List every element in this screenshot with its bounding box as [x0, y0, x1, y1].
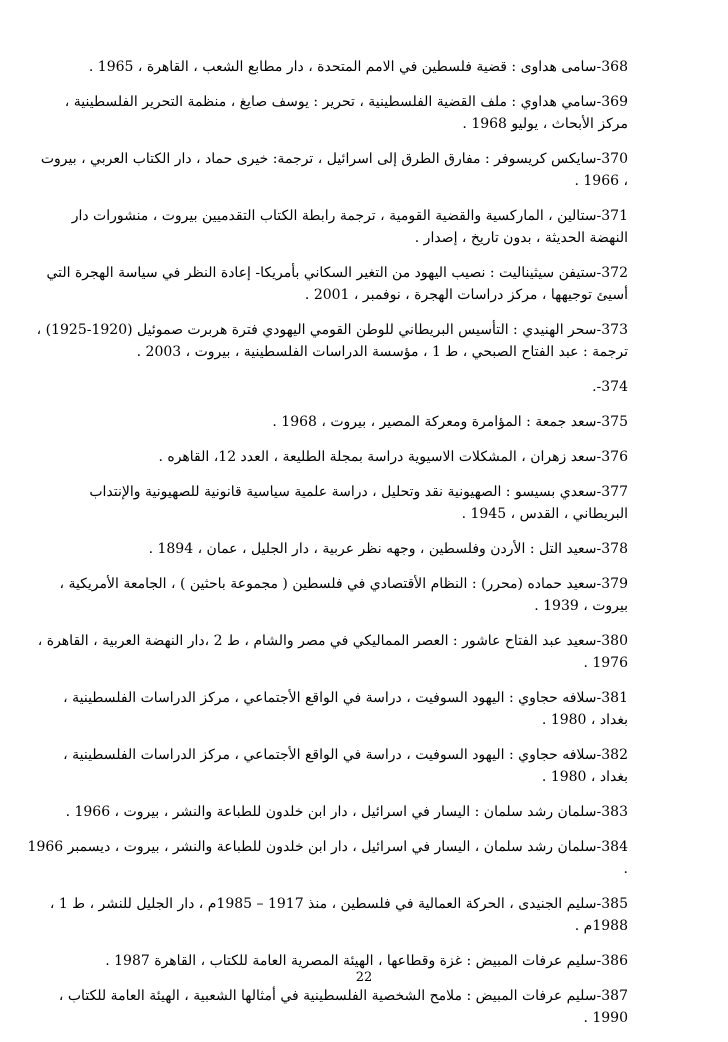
bibliography-entry: [59, 573, 628, 617]
page-number: 22: [355, 970, 373, 985]
entry-text: 1976 .: [583, 655, 628, 671]
entry-number: 379: [601, 576, 628, 592]
entry-number: 375: [601, 414, 628, 430]
entry-continuation-line: [66, 709, 628, 731]
entry-text: -سلمان رشد سلمان ، اليسار في اسرائيل ، دار ابن خلدون للطباعة والنشر ، بيروت ، ديسمبر 1966: [27, 839, 602, 855]
entry-text: -سعدي بسيسو : الصهيونية نقد وتحليل ، دراسة علمية سياسية قانونية للصهيونية والإنتداب: [89, 484, 602, 500]
entry-text: -.: [592, 379, 602, 395]
bibliography-entry: [63, 744, 628, 788]
entry-text: بغداد ، 1980 .: [541, 712, 628, 728]
entry-first-line: [66, 56, 628, 78]
entry-first-line: [66, 411, 628, 433]
entry-text: -سامي هداوي : ملف القضية الفلسطينية ، تحرير : يوسف صايغ ، منظمة التحرير الفلسطينية ،: [64, 94, 602, 110]
entry-text: -سعيد حماده (محرر) : النظام الأقتصادي في فلسطين ( مجموعة باحثين ) ، الجامعة الأمريكية ،: [59, 576, 602, 592]
entry-text: ترجمة : عبد الفتاح الصبحي ، ط 1 ، مؤسسة الدراسات الفلسطينية ، بيروت ، 2003 .: [136, 344, 628, 360]
entry-continuation-line: [66, 284, 628, 306]
entry-first-line: [27, 836, 628, 858]
bibliography-list: [27, 56, 628, 1042]
entry-first-line: [66, 446, 628, 468]
entry-first-line: [66, 91, 628, 113]
entry-continuation-line: [66, 1007, 628, 1029]
entry-number: 380: [601, 633, 628, 649]
bibliography-entry: [27, 836, 628, 880]
entry-text: بيروت ، 1939 .: [534, 598, 628, 614]
entry-text: -سعد جمعة : المؤامرة ومعركة المصير ، بيروت ، 1968 .: [272, 414, 602, 430]
entry-text: النهضة الحديثة ، بدون تاريخ ، إصدار .: [414, 230, 628, 246]
entry-number: 373: [601, 322, 628, 338]
entry-text: -سعيد عبد الفتاح عاشور : العصر المماليكي في مصر والشام ، ط 2 ،دار النهضة العربية ، القاهرة ،: [37, 633, 602, 649]
bibliography-entry: [66, 376, 628, 398]
bibliography-entry: [36, 319, 628, 363]
entry-continuation-line: [66, 227, 628, 249]
entry-text: -سليم الجنيدى ، الحركة العمالية في فلسطين ، منذ 1917 – 1985م ، دار الجليل للنشر ، ط 1 ،: [49, 896, 602, 912]
entry-number: 382: [601, 747, 628, 763]
entry-text: أسيئ توجيهها ، مركز دراسات الهجرة ، نوفمبر ، 2001 .: [304, 287, 628, 303]
entry-text: -ستيفن سيثيناليت : نصيب اليهود من التغير السكاني بأمريكا- إعادة النظر في سياسة الهجرة التي: [46, 265, 602, 281]
entry-number: 370: [601, 151, 628, 167]
entry-text: -سلمان رشد سلمان : اليسار في اسرائيل ، دار ابن خلدون للطباعة والنشر ، بيروت ، 1966 .: [65, 804, 602, 820]
bibliography-entry: [66, 446, 628, 468]
entry-text: بغداد ، 1980 .: [541, 769, 628, 785]
bibliography-entry: [66, 56, 628, 78]
entry-number: 374: [601, 379, 628, 395]
entry-first-line: [66, 376, 628, 398]
entry-number: 377: [601, 484, 628, 500]
entry-continuation-line: [66, 766, 628, 788]
entry-number: 383: [601, 804, 628, 820]
entry-first-line: [63, 687, 628, 709]
entry-first-line: [63, 744, 628, 766]
entry-continuation-line: [66, 858, 628, 880]
entry-text: -سحر الهنيدي : التأسيس البريطاني للوطن القومي اليهودي فترة هربرت صموئيل (1920-1925) ،: [36, 322, 602, 338]
entry-first-line: [36, 319, 628, 341]
entry-number: 371: [601, 208, 628, 224]
entry-first-line: [49, 893, 628, 915]
bibliography-entry: [49, 893, 628, 937]
entry-number: 369: [601, 94, 628, 110]
entry-text: البريطاني ، القدس ، 1945 .: [461, 506, 628, 522]
entry-number: 368: [601, 59, 628, 75]
entry-first-line: [66, 950, 628, 972]
entry-continuation-line: [66, 915, 628, 937]
bibliography-entry: [63, 687, 628, 731]
entry-continuation-line: [66, 652, 628, 674]
entry-number: 386: [601, 953, 628, 969]
entry-continuation-line: [66, 503, 628, 525]
entry-first-line: [40, 148, 628, 170]
bibliography-entry: [66, 481, 628, 525]
entry-first-line: [37, 630, 628, 652]
bibliography-entry: [66, 950, 628, 972]
bibliography-entry: [66, 801, 628, 823]
entry-text: -سليم عرفات المبيض : ملامح الشخصية الفلسطينية في أمثالها الشعبية ، الهيئة العامة للكتاب ،: [58, 988, 602, 1004]
entry-text: مركز الأبحاث ، يوليو 1968 .: [462, 116, 628, 132]
entry-text: -سلافه حجاوي : اليهود السوفيت ، دراسة في الواقع الأجتماعي ، مركز الدراسات الفلسطينية ،: [63, 747, 602, 763]
entry-text: 1990 .: [583, 1010, 628, 1026]
entry-text: -سلافه حجاوي : اليهود السوفيت ، دراسة في الواقع الأجتماعي ، مركز الدراسات الفلسطينية ،: [63, 690, 602, 706]
entry-first-line: [58, 985, 628, 1007]
entry-text: 1988م .: [574, 918, 628, 934]
entry-number: 372: [601, 265, 628, 281]
entry-text: -سايكس كريسوفر : مفارق الطرق إلى اسرائيل ، ترجمة: خيرى حماد ، دار الكتاب العربي ، بيروت: [40, 151, 602, 167]
entry-number: 376: [601, 449, 628, 465]
entry-first-line: [66, 538, 628, 560]
bibliography-entry: [46, 262, 628, 306]
entry-continuation-line: [66, 595, 628, 617]
entry-continuation-line: [66, 341, 628, 363]
entry-number: 384: [601, 839, 628, 855]
bibliography-entry: [66, 411, 628, 433]
entry-number: 381: [601, 690, 628, 706]
entry-text: -سعد زهران ، المشكلات الاسيوية دراسة بمجلة الطليعة ، العدد 12، القاهره .: [158, 449, 602, 465]
entry-text: .: [623, 861, 628, 877]
entry-first-line: [46, 262, 628, 284]
bibliography-entry: [66, 91, 628, 135]
bibliography-entry: [58, 985, 628, 1029]
bibliography-entry: [66, 538, 628, 560]
entry-continuation-line: [66, 170, 628, 192]
entry-first-line: [66, 481, 628, 503]
bibliography-entry: [40, 148, 628, 192]
entry-first-line: [59, 573, 628, 595]
entry-number: 387: [601, 988, 628, 1004]
entry-text: ، 1966 .: [574, 173, 628, 189]
entry-text: -سعيد التل : الأردن وفلسطين ، وجهه نظر عربية ، دار الجليل ، عمان ، 1894 .: [148, 541, 602, 557]
entry-continuation-line: [66, 113, 628, 135]
entry-text: -سامى هداوى : قضية فلسطين في الامم المتحدة ، دار مطابع الشعب ، القاهرة ، 1965 .: [88, 59, 602, 75]
entry-number: 385: [601, 896, 628, 912]
bibliography-entry: [37, 630, 628, 674]
entry-number: 378: [601, 541, 628, 557]
entry-text: -سليم عرفات المبيض : غزة وقطاعها ، الهيئة المصرية العامة للكتاب ، القاهرة 1987 .: [105, 953, 602, 969]
bibliography-entry: [66, 205, 628, 249]
entry-text: -ستالين ، الماركسية والقضية القومية ، ترجمة رابطة الكتاب التقدميين بيروت ، منشورات دار: [71, 208, 602, 224]
entry-first-line: [66, 205, 628, 227]
entry-first-line: [66, 801, 628, 823]
